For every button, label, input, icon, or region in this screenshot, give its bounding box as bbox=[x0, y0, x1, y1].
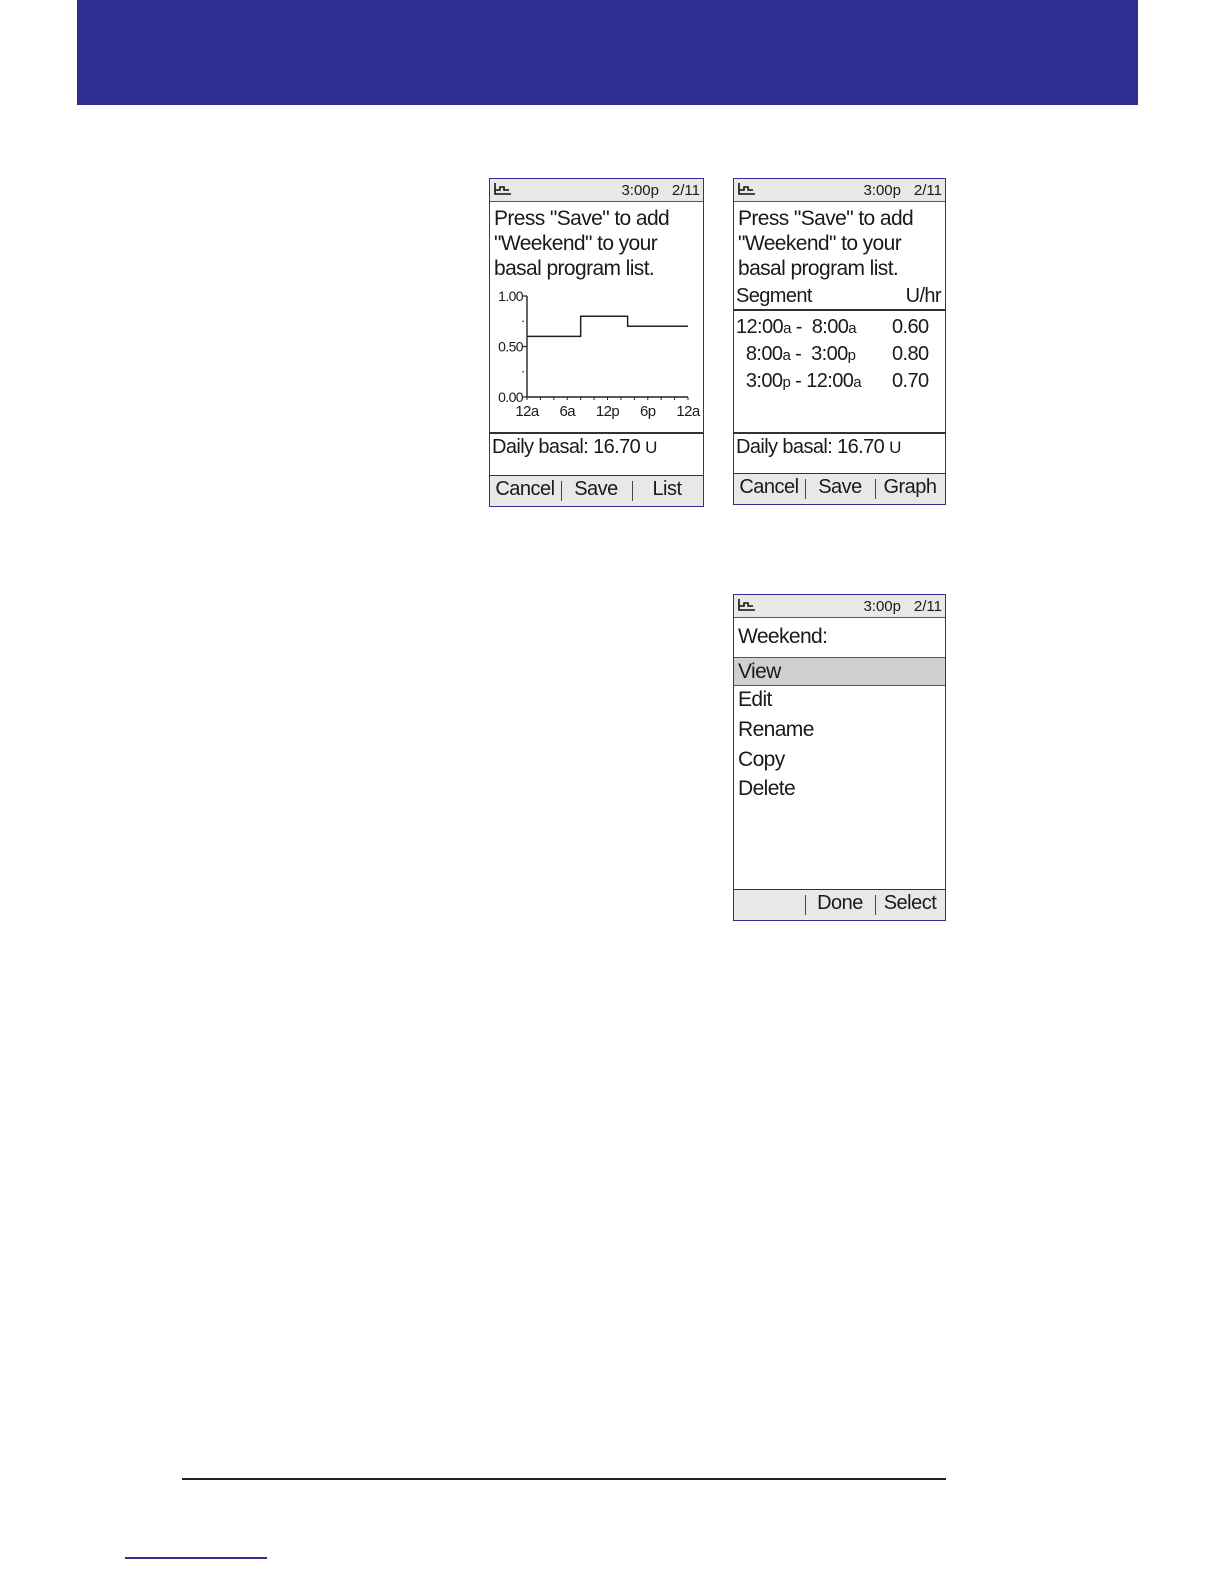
save-softkey[interactable]: Save bbox=[818, 476, 862, 498]
divider bbox=[490, 432, 703, 434]
status-bar bbox=[490, 179, 703, 202]
status-bar bbox=[734, 179, 945, 202]
footer-rule bbox=[182, 1478, 946, 1480]
menu-item-rename[interactable]: Rename bbox=[738, 718, 814, 741]
x-tick-label: 6p bbox=[640, 403, 656, 419]
x-tick-label: 12a bbox=[515, 403, 539, 419]
menu-item-edit[interactable]: Edit bbox=[738, 688, 772, 711]
menu-item-delete[interactable]: Delete bbox=[738, 777, 796, 800]
basal-rate-chart bbox=[490, 279, 704, 419]
y-tick-label: 1.00 bbox=[498, 288, 523, 304]
footer-link-underline bbox=[125, 1557, 267, 1559]
segment-rate: 0.80 bbox=[892, 343, 929, 365]
header-banner bbox=[77, 0, 1138, 105]
x-tick-label: 12p bbox=[595, 403, 620, 419]
message-line: "Weekend" to your bbox=[494, 232, 658, 255]
softkey-bar bbox=[734, 889, 945, 920]
segment-row bbox=[734, 316, 945, 343]
save-prompt-message bbox=[494, 206, 669, 281]
pdm-screen-graph bbox=[489, 178, 704, 507]
status-time: 3:00p bbox=[621, 182, 659, 199]
x-tick-label: 12a bbox=[676, 403, 700, 419]
rate-column-header: U/hr bbox=[905, 285, 941, 307]
segment-column-header: Segment bbox=[736, 285, 812, 307]
basal-program-icon bbox=[737, 181, 757, 197]
y-minor-tick bbox=[522, 320, 524, 322]
segment-range: 8:00a - 3:00p bbox=[736, 343, 856, 365]
message-line: Press "Save" to add bbox=[738, 207, 914, 230]
segment-row bbox=[734, 343, 945, 370]
daily-basal-label: Daily basal: 16.70 bbox=[492, 436, 641, 458]
divider bbox=[734, 432, 945, 434]
status-time: 3:00p bbox=[863, 598, 901, 615]
pdm-screen-list bbox=[733, 178, 946, 505]
basal-rate-line bbox=[527, 316, 688, 336]
program-title: Weekend: bbox=[738, 625, 828, 648]
x-tick-label: 6a bbox=[559, 403, 575, 419]
menu-item-copy[interactable]: Copy bbox=[738, 748, 785, 771]
basal-program-icon bbox=[493, 181, 513, 197]
pdm-screen-program-menu bbox=[733, 594, 946, 921]
graph-softkey[interactable]: Graph bbox=[883, 476, 937, 498]
segment-range: 3:00p - 12:00a bbox=[736, 370, 861, 392]
divider bbox=[734, 309, 945, 311]
y-minor-tick bbox=[522, 371, 524, 373]
status-time: 3:00p bbox=[863, 182, 901, 199]
select-softkey[interactable]: Select bbox=[883, 892, 937, 914]
message-line: basal program list. bbox=[738, 257, 899, 280]
daily-basal-total bbox=[736, 436, 901, 459]
daily-basal-total bbox=[492, 436, 657, 459]
message-line: "Weekend" to your bbox=[738, 232, 902, 255]
status-date: 2/11 bbox=[913, 182, 942, 199]
segment-rate: 0.60 bbox=[892, 316, 929, 338]
menu-item-view[interactable]: View bbox=[734, 657, 945, 686]
status-bar bbox=[734, 595, 945, 618]
message-line: basal program list. bbox=[494, 257, 655, 280]
list-softkey[interactable]: List bbox=[652, 478, 682, 500]
segment-rate: 0.70 bbox=[892, 370, 929, 392]
y-tick-label: 0.50 bbox=[498, 338, 523, 355]
segment-row bbox=[734, 370, 945, 397]
segment-range: 12:00a - 8:00a bbox=[736, 316, 857, 338]
save-prompt-message bbox=[738, 206, 913, 281]
daily-basal-unit: U bbox=[645, 438, 657, 457]
status-date: 2/11 bbox=[671, 182, 700, 199]
status-date: 2/11 bbox=[913, 598, 942, 615]
segment-table-header bbox=[736, 285, 941, 308]
softkey-bar bbox=[490, 475, 703, 506]
basal-program-icon bbox=[737, 597, 757, 613]
y-tick-label: 0.00 bbox=[498, 389, 523, 405]
message-line: Press "Save" to add bbox=[494, 207, 670, 230]
save-softkey[interactable]: Save bbox=[574, 478, 618, 500]
daily-basal-label: Daily basal: 16.70 bbox=[736, 436, 885, 458]
cancel-softkey[interactable]: Cancel bbox=[495, 478, 555, 500]
done-softkey[interactable]: Done bbox=[817, 892, 863, 914]
cancel-softkey[interactable]: Cancel bbox=[739, 476, 799, 498]
daily-basal-unit: U bbox=[889, 438, 901, 457]
softkey-bar bbox=[734, 473, 945, 504]
